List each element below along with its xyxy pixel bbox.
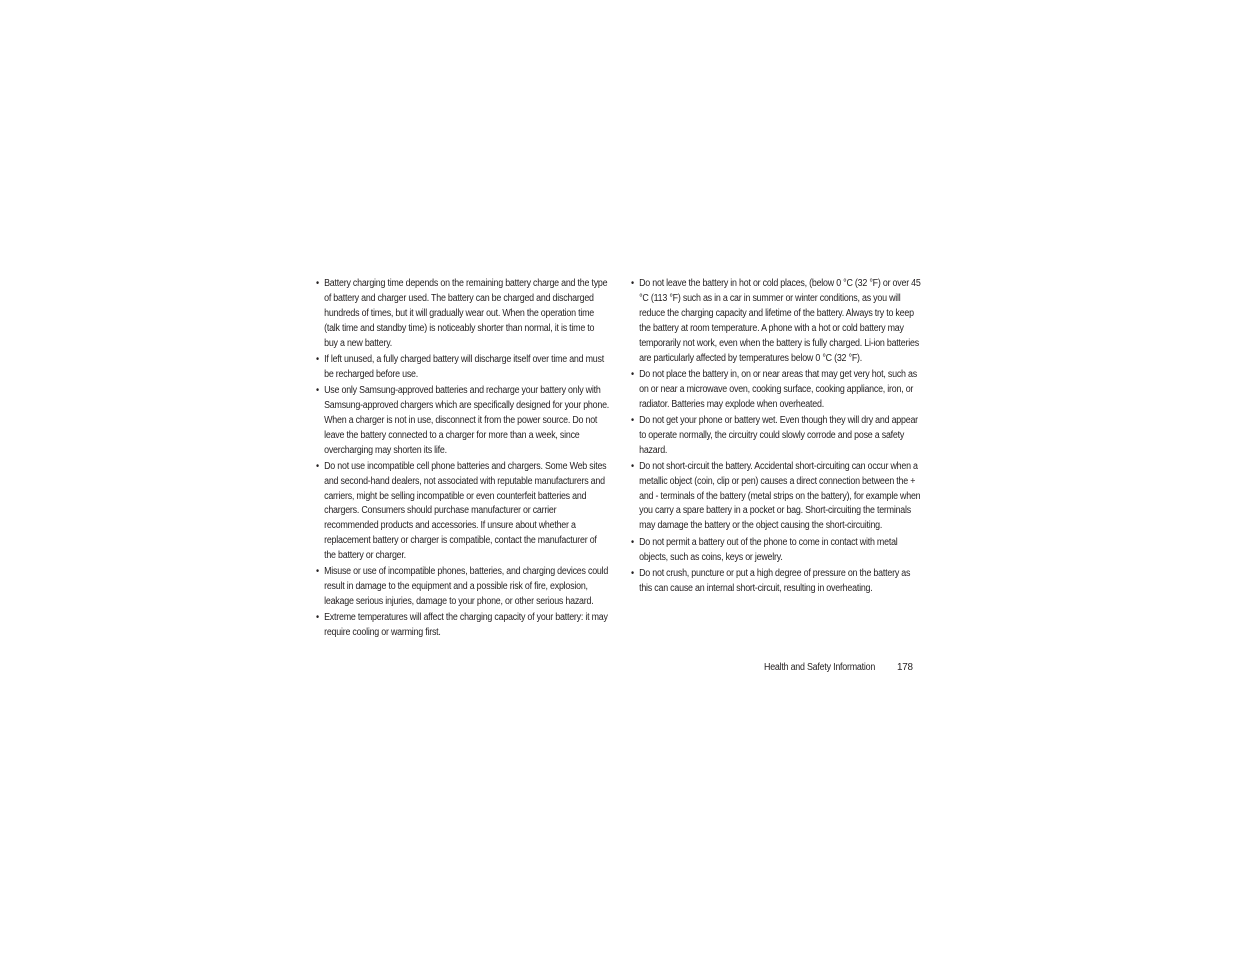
list-item	[316, 353, 609, 383]
list-item-text: Do not use incompatible cell phone batteries and chargers. Some Web sites and second-hand dealers, not associated with reputable manufacturers and carriers, might be selling incompatible or even counterfeit batteries and chargers. Consumers should purchase manufacturer or carrier recommended products and accessories. If unsure about whether a replacement battery or charger is compatible, contact the manufacturer of the battery or charger.	[324, 460, 607, 562]
list-item-text: Battery charging time depends on the remaining battery charge and the type of battery and charger used. The battery can be charged and discharged hundreds of times, but it will gradually wear out. When the operation time (talk time and standby time) is noticeably shorter than normal, it is time to buy a new battery.	[324, 278, 608, 349]
list-item	[316, 277, 609, 352]
page-footer	[764, 661, 914, 675]
list-item-text: Misuse or use of incompatible phones, batteries, and charging devices could result in damage to the equipment and a possible risk of fire, explosion, leakage serious injuries, damage to your phone, or other serious hazard.	[324, 566, 609, 608]
list-item-text: Do not leave the battery in hot or cold places, (below 0 °C (32 °F) or over 45 °C (113 °F) such as in a car in summer or winter conditions, as you will reduce the charging capacity and lifetime of the battery. Always try to keep the battery at room temperature. A phone with a hot or cold battery may temporarily not work, even when the battery is fully charged. Li-ion batteries are particularly affected by temperatures below 0 °C (32 °F).	[639, 278, 921, 364]
bullet-icon: •	[631, 536, 634, 548]
list-item-text: Do not permit a battery out of the phone to come in contact with metal objects, such as coins, keys or jewelry.	[639, 536, 898, 563]
bullet-icon: •	[316, 353, 319, 365]
list-item	[631, 368, 924, 413]
list-item-text: Use only Samsung-approved batteries and recharge your battery only with Samsung-approved chargers which are specifically designed for your phone. When a charger is not in use, disconnect it from the power source. Do not leave the battery connected to a charger for more than a week, since overcharging may shorten its life.	[324, 384, 610, 456]
list-item	[631, 536, 924, 566]
list-item	[631, 460, 924, 535]
list-item	[631, 414, 924, 459]
list-item-text: Do not crush, puncture or put a high degree of pressure on the battery as this can cause an internal short-circuit, resulting in overheating.	[639, 567, 911, 594]
list-item-text: If left unused, a fully charged battery will discharge itself over time and must be recharged before use.	[324, 353, 604, 380]
list-item	[631, 277, 924, 366]
page-number: 178	[897, 662, 913, 673]
list-item-text: Do not place the battery in, on or near areas that may get very hot, such as on or near a microwave oven, cooking surface, cooking appliance, iron, or radiator. Batteries may explode when overheated.	[639, 368, 917, 410]
bullet-icon: •	[316, 278, 319, 289]
bullet-icon: •	[316, 384, 319, 396]
bullet-icon: •	[631, 460, 634, 472]
bullet-icon: •	[631, 567, 634, 579]
left-bullet-list	[316, 277, 610, 643]
bullet-icon: •	[316, 612, 319, 624]
list-item-text: Extreme temperatures will affect the charging capacity of your battery: it may require cooling or warming first.	[324, 612, 608, 639]
footer-section-title: Health and Safety Information	[764, 662, 876, 673]
bullet-icon: •	[631, 368, 634, 380]
list-item	[631, 567, 924, 597]
list-item-text: Do not get your phone or battery wet. Even though they will dry and appear to operate normally, the circuitry could slowly corrode and pose a safety hazard.	[639, 414, 918, 456]
list-item-text: Do not short-circuit the battery. Accidental short-circuiting can occur when a metallic object (coin, clip or pen) causes a direct connection between the + and - terminals of the battery (metal strips on the battery), for example when you carry a spare battery in a pocket or bag. Short-circuiting the terminals may damage the battery or the object causing the short-circuiting.	[639, 460, 921, 532]
list-item	[316, 611, 609, 641]
bullet-icon: •	[316, 460, 319, 472]
right-bullet-list	[631, 277, 921, 598]
bullet-icon: •	[316, 566, 319, 578]
list-item	[316, 384, 609, 459]
list-item	[316, 460, 609, 564]
list-item	[316, 565, 609, 610]
bullet-icon: •	[631, 278, 634, 289]
bullet-icon: •	[631, 414, 634, 426]
